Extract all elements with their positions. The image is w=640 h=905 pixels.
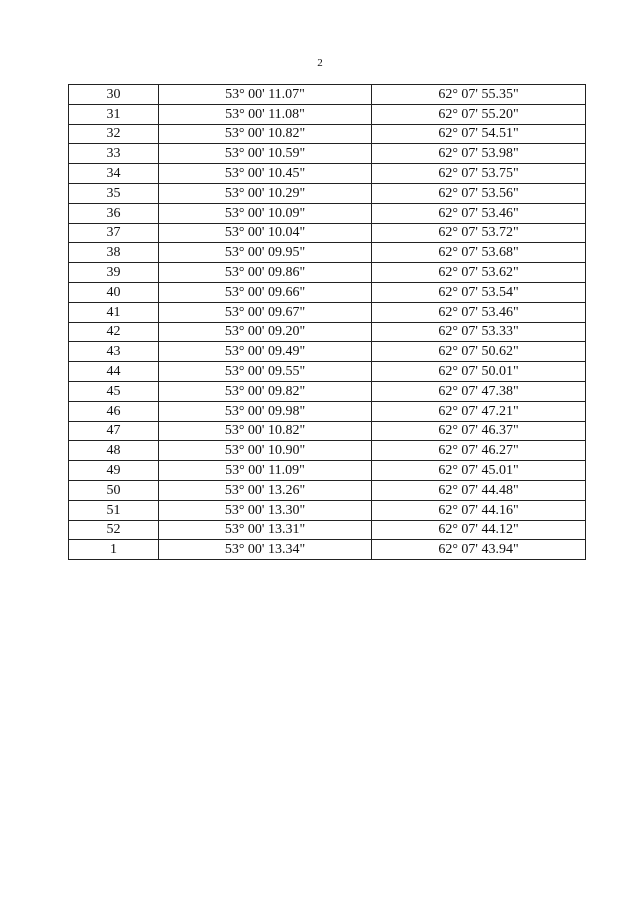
latitude-cell: 53° 00' 13.26" bbox=[159, 480, 372, 500]
longitude-cell: 62° 07' 44.16" bbox=[372, 500, 586, 520]
latitude-cell: 53° 00' 10.04" bbox=[159, 223, 372, 243]
table-row bbox=[69, 144, 586, 164]
table-row bbox=[69, 401, 586, 421]
table-row bbox=[69, 441, 586, 461]
longitude-cell: 62° 07' 46.37" bbox=[372, 421, 586, 441]
table-row bbox=[69, 540, 586, 560]
longitude-cell: 62° 07' 43.94" bbox=[372, 540, 586, 560]
latitude-cell: 53° 00' 10.90" bbox=[159, 441, 372, 461]
point-number-cell: 36 bbox=[69, 203, 159, 223]
longitude-cell: 62° 07' 53.72" bbox=[372, 223, 586, 243]
table-row bbox=[69, 164, 586, 184]
table-row bbox=[69, 104, 586, 124]
longitude-cell: 62° 07' 53.54" bbox=[372, 282, 586, 302]
longitude-cell: 62° 07' 46.27" bbox=[372, 441, 586, 461]
latitude-cell: 53° 00' 09.66" bbox=[159, 282, 372, 302]
coordinates-table-body bbox=[69, 85, 586, 560]
point-number-cell: 45 bbox=[69, 381, 159, 401]
table-row bbox=[69, 362, 586, 382]
longitude-cell: 62° 07' 50.62" bbox=[372, 342, 586, 362]
point-number-cell: 39 bbox=[69, 263, 159, 283]
longitude-cell: 62° 07' 47.38" bbox=[372, 381, 586, 401]
point-number-cell: 41 bbox=[69, 302, 159, 322]
latitude-cell: 53° 00' 13.30" bbox=[159, 500, 372, 520]
coordinates-table bbox=[68, 84, 586, 560]
longitude-cell: 62° 07' 44.48" bbox=[372, 480, 586, 500]
table-row bbox=[69, 461, 586, 481]
latitude-cell: 53° 00' 10.09" bbox=[159, 203, 372, 223]
point-number-cell: 33 bbox=[69, 144, 159, 164]
longitude-cell: 62° 07' 53.56" bbox=[372, 183, 586, 203]
longitude-cell: 62° 07' 53.62" bbox=[372, 263, 586, 283]
longitude-cell: 62° 07' 55.20" bbox=[372, 104, 586, 124]
latitude-cell: 53° 00' 11.09" bbox=[159, 461, 372, 481]
page-number: 2 bbox=[317, 57, 323, 69]
longitude-cell: 62° 07' 53.75" bbox=[372, 164, 586, 184]
latitude-cell: 53° 00' 10.82" bbox=[159, 124, 372, 144]
longitude-cell: 62° 07' 53.46" bbox=[372, 203, 586, 223]
latitude-cell: 53° 00' 10.59" bbox=[159, 144, 372, 164]
latitude-cell: 53° 00' 09.49" bbox=[159, 342, 372, 362]
point-number-cell: 35 bbox=[69, 183, 159, 203]
table-row bbox=[69, 421, 586, 441]
table-row bbox=[69, 223, 586, 243]
point-number-cell: 47 bbox=[69, 421, 159, 441]
latitude-cell: 53° 00' 10.45" bbox=[159, 164, 372, 184]
latitude-cell: 53° 00' 13.34" bbox=[159, 540, 372, 560]
latitude-cell: 53° 00' 09.20" bbox=[159, 322, 372, 342]
longitude-cell: 62° 07' 45.01" bbox=[372, 461, 586, 481]
table-row bbox=[69, 263, 586, 283]
point-number-cell: 43 bbox=[69, 342, 159, 362]
point-number-cell: 49 bbox=[69, 461, 159, 481]
point-number-cell: 50 bbox=[69, 480, 159, 500]
longitude-cell: 62° 07' 53.98" bbox=[372, 144, 586, 164]
point-number-cell: 1 bbox=[69, 540, 159, 560]
point-number-cell: 37 bbox=[69, 223, 159, 243]
table-row bbox=[69, 342, 586, 362]
table-row bbox=[69, 322, 586, 342]
table-row bbox=[69, 203, 586, 223]
table-row bbox=[69, 520, 586, 540]
longitude-cell: 62° 07' 53.33" bbox=[372, 322, 586, 342]
point-number-cell: 30 bbox=[69, 85, 159, 105]
table-row bbox=[69, 85, 586, 105]
latitude-cell: 53° 00' 13.31" bbox=[159, 520, 372, 540]
point-number-cell: 46 bbox=[69, 401, 159, 421]
point-number-cell: 34 bbox=[69, 164, 159, 184]
point-number-cell: 52 bbox=[69, 520, 159, 540]
point-number-cell: 31 bbox=[69, 104, 159, 124]
table-row bbox=[69, 243, 586, 263]
point-number-cell: 32 bbox=[69, 124, 159, 144]
table-row bbox=[69, 183, 586, 203]
latitude-cell: 53° 00' 09.82" bbox=[159, 381, 372, 401]
table-row bbox=[69, 302, 586, 322]
longitude-cell: 62° 07' 53.46" bbox=[372, 302, 586, 322]
latitude-cell: 53° 00' 09.98" bbox=[159, 401, 372, 421]
point-number-cell: 51 bbox=[69, 500, 159, 520]
latitude-cell: 53° 00' 11.08" bbox=[159, 104, 372, 124]
point-number-cell: 48 bbox=[69, 441, 159, 461]
latitude-cell: 53° 00' 09.55" bbox=[159, 362, 372, 382]
longitude-cell: 62° 07' 50.01" bbox=[372, 362, 586, 382]
latitude-cell: 53° 00' 11.07" bbox=[159, 85, 372, 105]
table-row bbox=[69, 480, 586, 500]
latitude-cell: 53° 00' 09.67" bbox=[159, 302, 372, 322]
table-row bbox=[69, 124, 586, 144]
latitude-cell: 53° 00' 09.86" bbox=[159, 263, 372, 283]
longitude-cell: 62° 07' 54.51" bbox=[372, 124, 586, 144]
latitude-cell: 53° 00' 09.95" bbox=[159, 243, 372, 263]
point-number-cell: 40 bbox=[69, 282, 159, 302]
latitude-cell: 53° 00' 10.82" bbox=[159, 421, 372, 441]
table-row bbox=[69, 500, 586, 520]
latitude-cell: 53° 00' 10.29" bbox=[159, 183, 372, 203]
longitude-cell: 62° 07' 55.35" bbox=[372, 85, 586, 105]
table-row bbox=[69, 282, 586, 302]
longitude-cell: 62° 07' 53.68" bbox=[372, 243, 586, 263]
point-number-cell: 44 bbox=[69, 362, 159, 382]
longitude-cell: 62° 07' 44.12" bbox=[372, 520, 586, 540]
point-number-cell: 38 bbox=[69, 243, 159, 263]
longitude-cell: 62° 07' 47.21" bbox=[372, 401, 586, 421]
point-number-cell: 42 bbox=[69, 322, 159, 342]
table-row bbox=[69, 381, 586, 401]
